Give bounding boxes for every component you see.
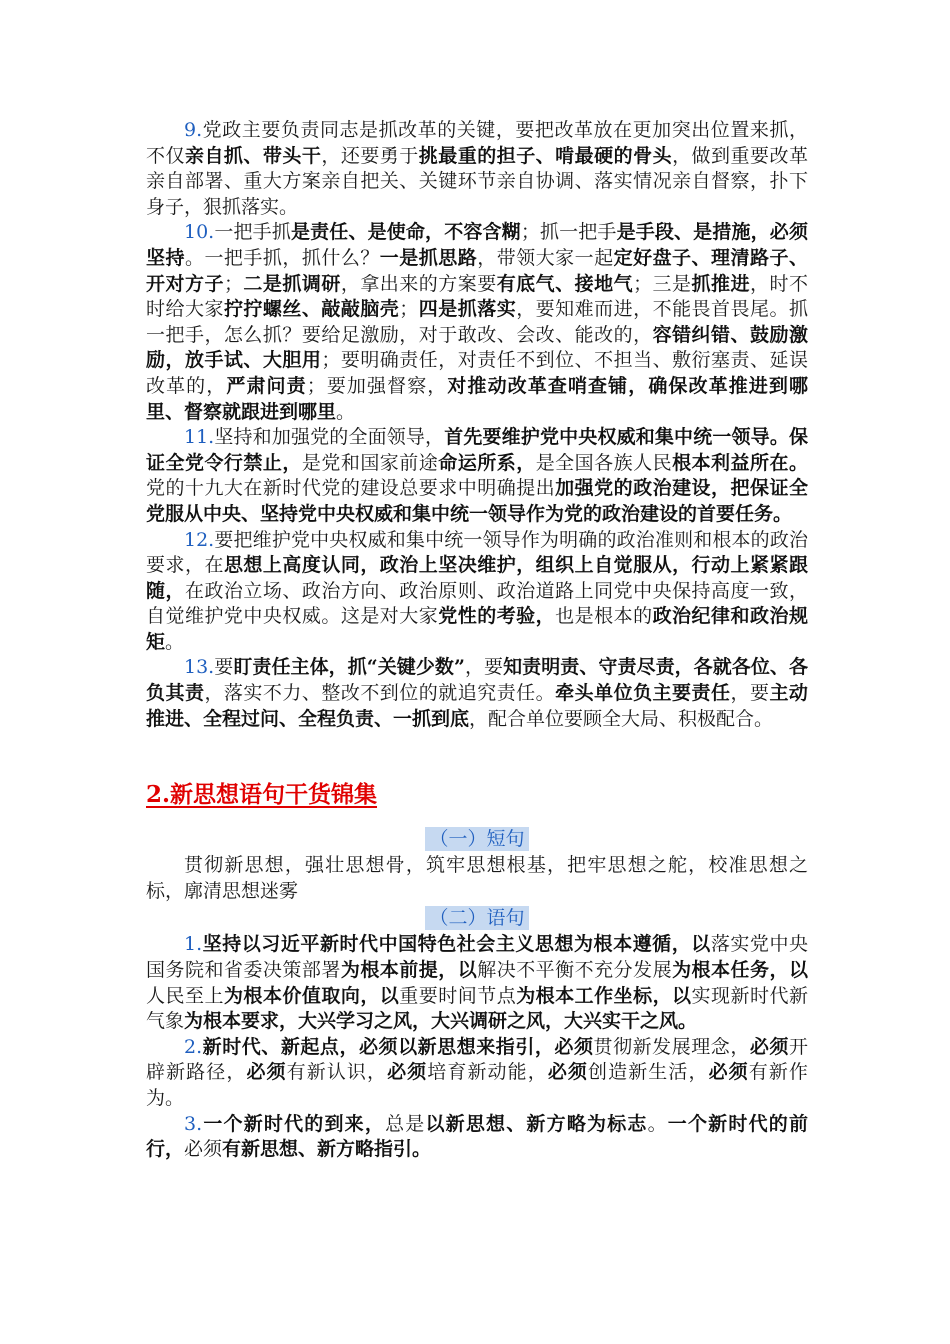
paragraph-number: 3.	[184, 1112, 203, 1135]
subheading-1-wrap	[146, 827, 808, 853]
bold-text: 为根本工作坐标，以	[516, 984, 692, 1007]
subheading-sentences: （二）语句	[425, 906, 528, 930]
body-text: 必须	[184, 1138, 223, 1161]
body-text: 重要时间节点	[399, 984, 517, 1007]
bold-text: 为根本任务，以	[672, 959, 808, 982]
bold-text: 拧拧螺丝、敲敲脑壳	[223, 298, 400, 321]
paragraph-number: 13.	[184, 656, 215, 679]
bold-text: 党性的考验，	[438, 605, 556, 628]
body-text: ；要加强督察，	[306, 374, 448, 397]
body-text: 要	[214, 656, 234, 679]
bold-text: 必须	[246, 1061, 287, 1084]
numbered-paragraph	[146, 118, 808, 220]
body-text: ，要	[730, 682, 770, 705]
body-text: 创造新生活，	[588, 1061, 709, 1084]
numbered-paragraph	[146, 1112, 808, 1163]
body-text: 总是	[385, 1112, 426, 1135]
body-text: 是全国各族人民	[535, 451, 673, 474]
body-text: ；要明确责任，对责任不到位、不担当、敷衍塞责、延误改革的，	[146, 349, 808, 397]
bold-text: 有底气、接地气	[496, 272, 634, 295]
bold-text: 一个新时代的到来，	[202, 1112, 386, 1135]
paragraph-number: 11.	[184, 426, 215, 449]
bold-text: 主动推进、全程过问、全程负责、一抓到底	[146, 682, 808, 730]
bold-text: 新时代、新起点，必须以新思想来指引，必须	[202, 1035, 594, 1058]
body-text: 开辟新路径，	[146, 1035, 808, 1084]
bottom-paragraphs	[146, 932, 808, 1162]
numbered-paragraph	[146, 655, 808, 732]
body-text: ，要知难而进，不能畏首畏尾。抓一把手，怎么抓？要给足激励，对于敢改、会改、能改的，	[146, 298, 808, 346]
body-text: 党的十九大在新时代党的建设总要求中明确提出	[146, 477, 556, 500]
body-text: 有新认识，	[286, 1061, 388, 1084]
bold-text: 严肃问责	[226, 374, 307, 397]
bold-text: 是手段、是措施，必须坚持	[146, 221, 808, 269]
bold-text: 是责任、是使命，不容含糊	[290, 221, 521, 244]
body-text: ，配合单位要顾全大局、积极配合。	[469, 707, 774, 730]
bold-text: 政治纪律和政治规矩	[146, 605, 808, 653]
bold-text: 有新思想、新方略指引。	[222, 1138, 432, 1161]
bold-text: 必须	[708, 1061, 749, 1084]
paragraph-number: 12.	[184, 528, 215, 551]
bold-text: 抓推进	[691, 272, 750, 295]
bold-text: 根本利益所在。	[672, 451, 808, 474]
bold-text: 为根本前提，以	[340, 959, 478, 982]
body-text: 在政治立场、政治方向、政治原则、政治道路上同党中央保持高度一致，自觉维护党中央权威。这是对大家	[146, 579, 808, 628]
body-text: ；三是	[633, 272, 692, 295]
body-text: 解决不平衡不充分发展	[477, 959, 673, 982]
bold-text: 知责明责、守责尽责，各就各位、各负其责	[146, 656, 808, 705]
body-text: 也是根本的	[555, 605, 653, 628]
body-text: 党政主要负责同志是抓改革的关键，要把改革放在更加突出位置来抓，不仅	[146, 119, 808, 167]
bold-text: 挑最重的担子、啃最硬的骨头	[418, 144, 673, 167]
paragraph-number: 2.	[184, 1035, 203, 1058]
numbered-paragraph	[146, 425, 808, 527]
bold-text: 必须	[387, 1061, 428, 1084]
paragraph-number: 9.	[184, 119, 203, 141]
body-text: ；抓一把手	[520, 221, 617, 244]
body-text: ，时不时给大家	[146, 272, 808, 321]
body-text: 有新作为。	[146, 1061, 808, 1109]
bold-text: 必须	[749, 1035, 789, 1058]
bold-text: 以新思想、新方略为标志	[425, 1112, 648, 1135]
bold-text: 定好盘子、理清路子、开对方子	[146, 246, 808, 295]
body-text: 贯彻新发展理念，	[593, 1035, 750, 1058]
bold-text: 为根本要求，大兴学习之风，大兴调研之风，大兴实干之风。	[184, 1010, 698, 1033]
body-text: 培育新动能，	[427, 1061, 548, 1084]
numbered-paragraph	[146, 932, 808, 1034]
bold-text: 亲自抓、带头干	[184, 144, 322, 167]
body-text: ；	[399, 298, 419, 321]
body-text: ，要	[464, 656, 504, 679]
body-text: ；	[223, 272, 243, 295]
numbered-paragraph	[146, 1035, 808, 1112]
body-text: 要把维护党中央权威和集中统一领导作为明确的政治准则和根本的政治要求，在	[146, 528, 808, 577]
body-text: 。一把手抓，抓什么？	[184, 246, 380, 269]
document-content	[146, 118, 808, 1163]
bold-text: 对推动改革查哨查铺，确保改革推进到哪里、督察就跟进到哪里	[146, 374, 808, 423]
body-text: 。	[647, 1112, 668, 1135]
body-text: ，落实不力、整改不到位的就追究责任。	[204, 682, 556, 705]
bold-text: 坚持以习近平新时代中国特色社会主义思想为根本遵循，以	[202, 933, 711, 956]
top-paragraphs	[146, 118, 808, 732]
body-text: ，还要勇于	[321, 144, 419, 167]
bold-text: 加强党的政治建设，把保证全党服从中央、坚持党中央权威和集中统一领导作为党的政治建设的首要任务。	[146, 477, 808, 525]
paragraph-number: 1.	[184, 933, 203, 956]
bold-text: 必须	[547, 1061, 589, 1084]
body-text: 坚持和加强党的全面领导，	[214, 426, 445, 449]
bold-text: 二是抓调研	[242, 272, 341, 295]
paragraph-number: 10.	[184, 221, 215, 244]
body-text: 。	[165, 630, 185, 653]
subheading-2-wrap	[146, 906, 808, 932]
bold-text: 一个新时代的前行，	[146, 1112, 808, 1161]
body-text: 。	[336, 400, 356, 423]
section-title: 2.新思想语句干货锦集	[146, 781, 378, 809]
body-text: 人民至上	[146, 984, 224, 1007]
bold-text: 思想上高度认同，政治上坚决维护，组织上自觉服从，行动上紧紧跟随，	[146, 554, 808, 602]
bold-text: 为根本价值取向，以	[223, 984, 400, 1007]
numbered-paragraph	[146, 528, 808, 656]
body-text: ，拿出来的方案要	[340, 272, 497, 295]
subheading-short-sentences: （一）短句	[425, 827, 528, 851]
bold-text: 首先要维护党中央权威和集中统一领导。保证全党令行禁止，	[146, 426, 808, 474]
bold-text: 盯责任主体，抓“关键少数”	[233, 656, 465, 679]
body-text: 是党和国家前途	[301, 451, 439, 474]
bold-text: 牵头单位负主要责任	[555, 682, 731, 705]
short-sentences-paragraph: 贯彻新思想，强壮思想骨，筑牢思想根基，把牢思想之舵，校准思想之标，廓清思想迷雾	[146, 854, 808, 902]
body-text: 实现新时代新气象	[146, 984, 808, 1033]
body-text: ，做到重要改革亲自部署、重大方案亲自把关、关键环节亲自协调、落实情况亲自督察，扑下身子，狠抓落实。	[146, 144, 808, 218]
body-text: 一把手抓	[214, 221, 291, 244]
body-text: ，带领大家一起	[477, 246, 614, 269]
bold-text: 容错纠错、鼓励激励，放手试、大胆用	[146, 323, 808, 372]
bold-text: 命运所系，	[438, 451, 536, 474]
numbered-paragraph	[146, 220, 808, 425]
bold-text: 一是抓思路	[379, 246, 478, 269]
bold-text: 四是抓落实	[418, 298, 517, 321]
body-text: 落实党中央国务院和省委决策部署	[146, 933, 808, 982]
